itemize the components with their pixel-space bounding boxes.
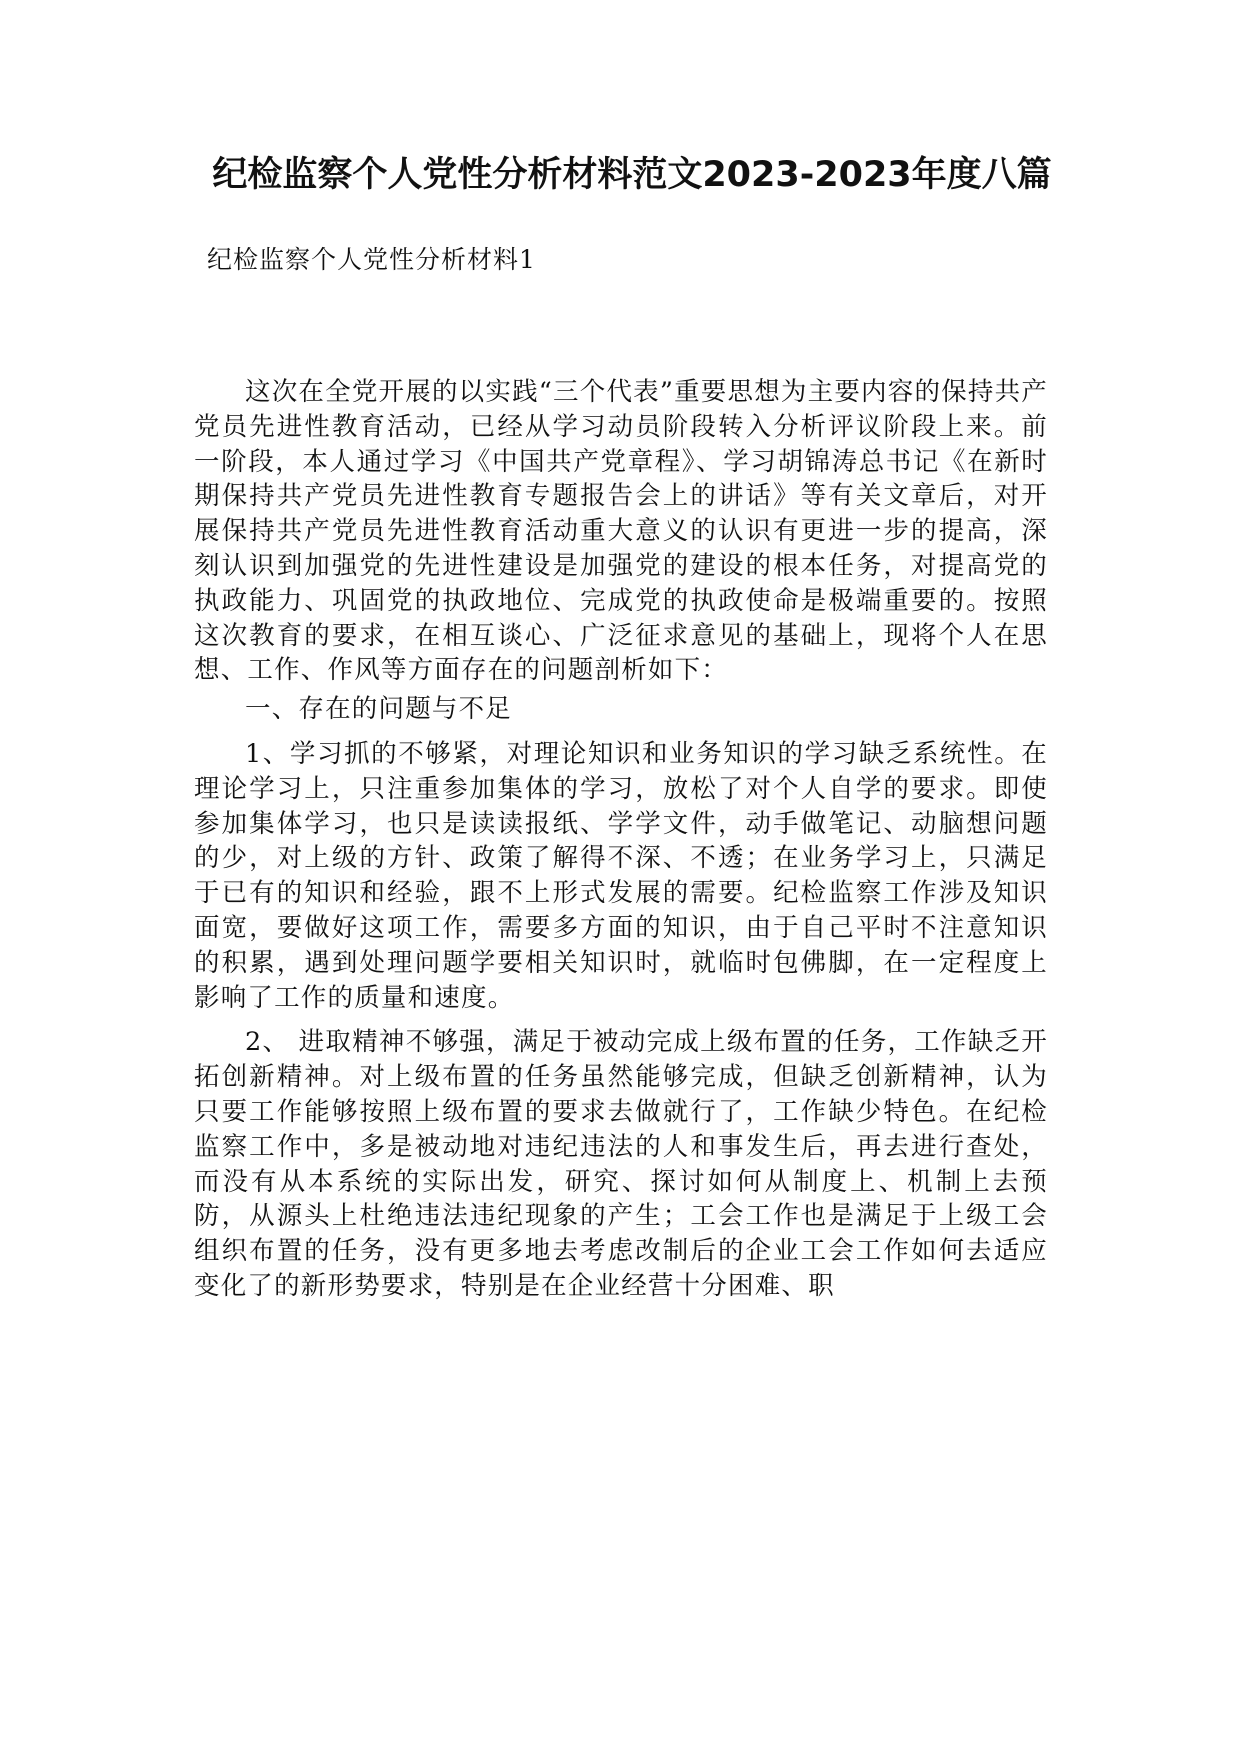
section-heading-problems: 一、存在的问题与不足 — [245, 694, 513, 725]
paragraph-problem-2: 2、 进取精神不够强，满足于被动完成上级布置的任务，工作缺乏开拓创新精神。对上级布置的任务虽然能够完成，但缺乏创新精神，认为只要工作能够按照上级布置的要求去做就行了，工作缺少特色。在纪检监察工作中，多是被动地对违纪违法的人和事发生后，再去进行查处，而没有从本系统的实际出发，研究、探讨如何从制度上、机制上去预防，从源头上杜绝违法违纪现象的产生；工会工作也是满足于上级工会组织布置的任务，没有更多地去考虑改制后的企业工会工作如何去适应变化了的新形势要求，特别是在企业经营十分困难、职 — [194, 1027, 1048, 1301]
paragraph-intro: 这次在全党开展的以实践“三个代表”重要思想为主要内容的保持共产党员先进性教育活动，已经从学习动员阶段转入分析评议阶段上来。前一阶段，本人通过学习《中国共产党章程》、学习胡锦涛总书记《在新时期保持共产党员先进性教育专题报告会上的讲话》等有关文章后，对开展保持共产党员先进性教育活动重大意义的认识有更进一步的提高，深刻认识到加强党的先进性建设是加强党的建设的根本任务，对提高党的执政能力、巩固党的执政地位、完成党的执政使命是极端重要的。按照这次教育的要求，在相互谈心、广泛征求意见的基础上，现将个人在思想、工作、作风等方面存在的问题剖析如下： — [194, 377, 1048, 686]
document-body — [194, 375, 1048, 1304]
paragraph-problem-1: 1、学习抓的不够紧，对理论知识和业务知识的学习缺乏系统性。在理论学习上，只注重参加集体的学习，放松了对个人自学的要求。即使参加集体学习，也只是读读报纸、学学文件，动手做笔记、动脑想问题的少，对上级的方针、政策了解得不深、不透；在业务学习上，只满足于已有的知识和经验，跟不上形式发展的需要。纪检监察工作涉及知识面宽，要做好这项工作，需要多方面的知识，由于自己平时不注意知识的积累，遇到处理问题学要相关知识时，就临时包佛脚，在一定程度上影响了工作的质量和速度。 — [194, 738, 1048, 1013]
section-subtitle: 纪检监察个人党性分析材料1 — [207, 245, 536, 274]
document-title: 纪检监察个人党性分析材料范文2023-2023年度八篇 — [212, 155, 1052, 195]
